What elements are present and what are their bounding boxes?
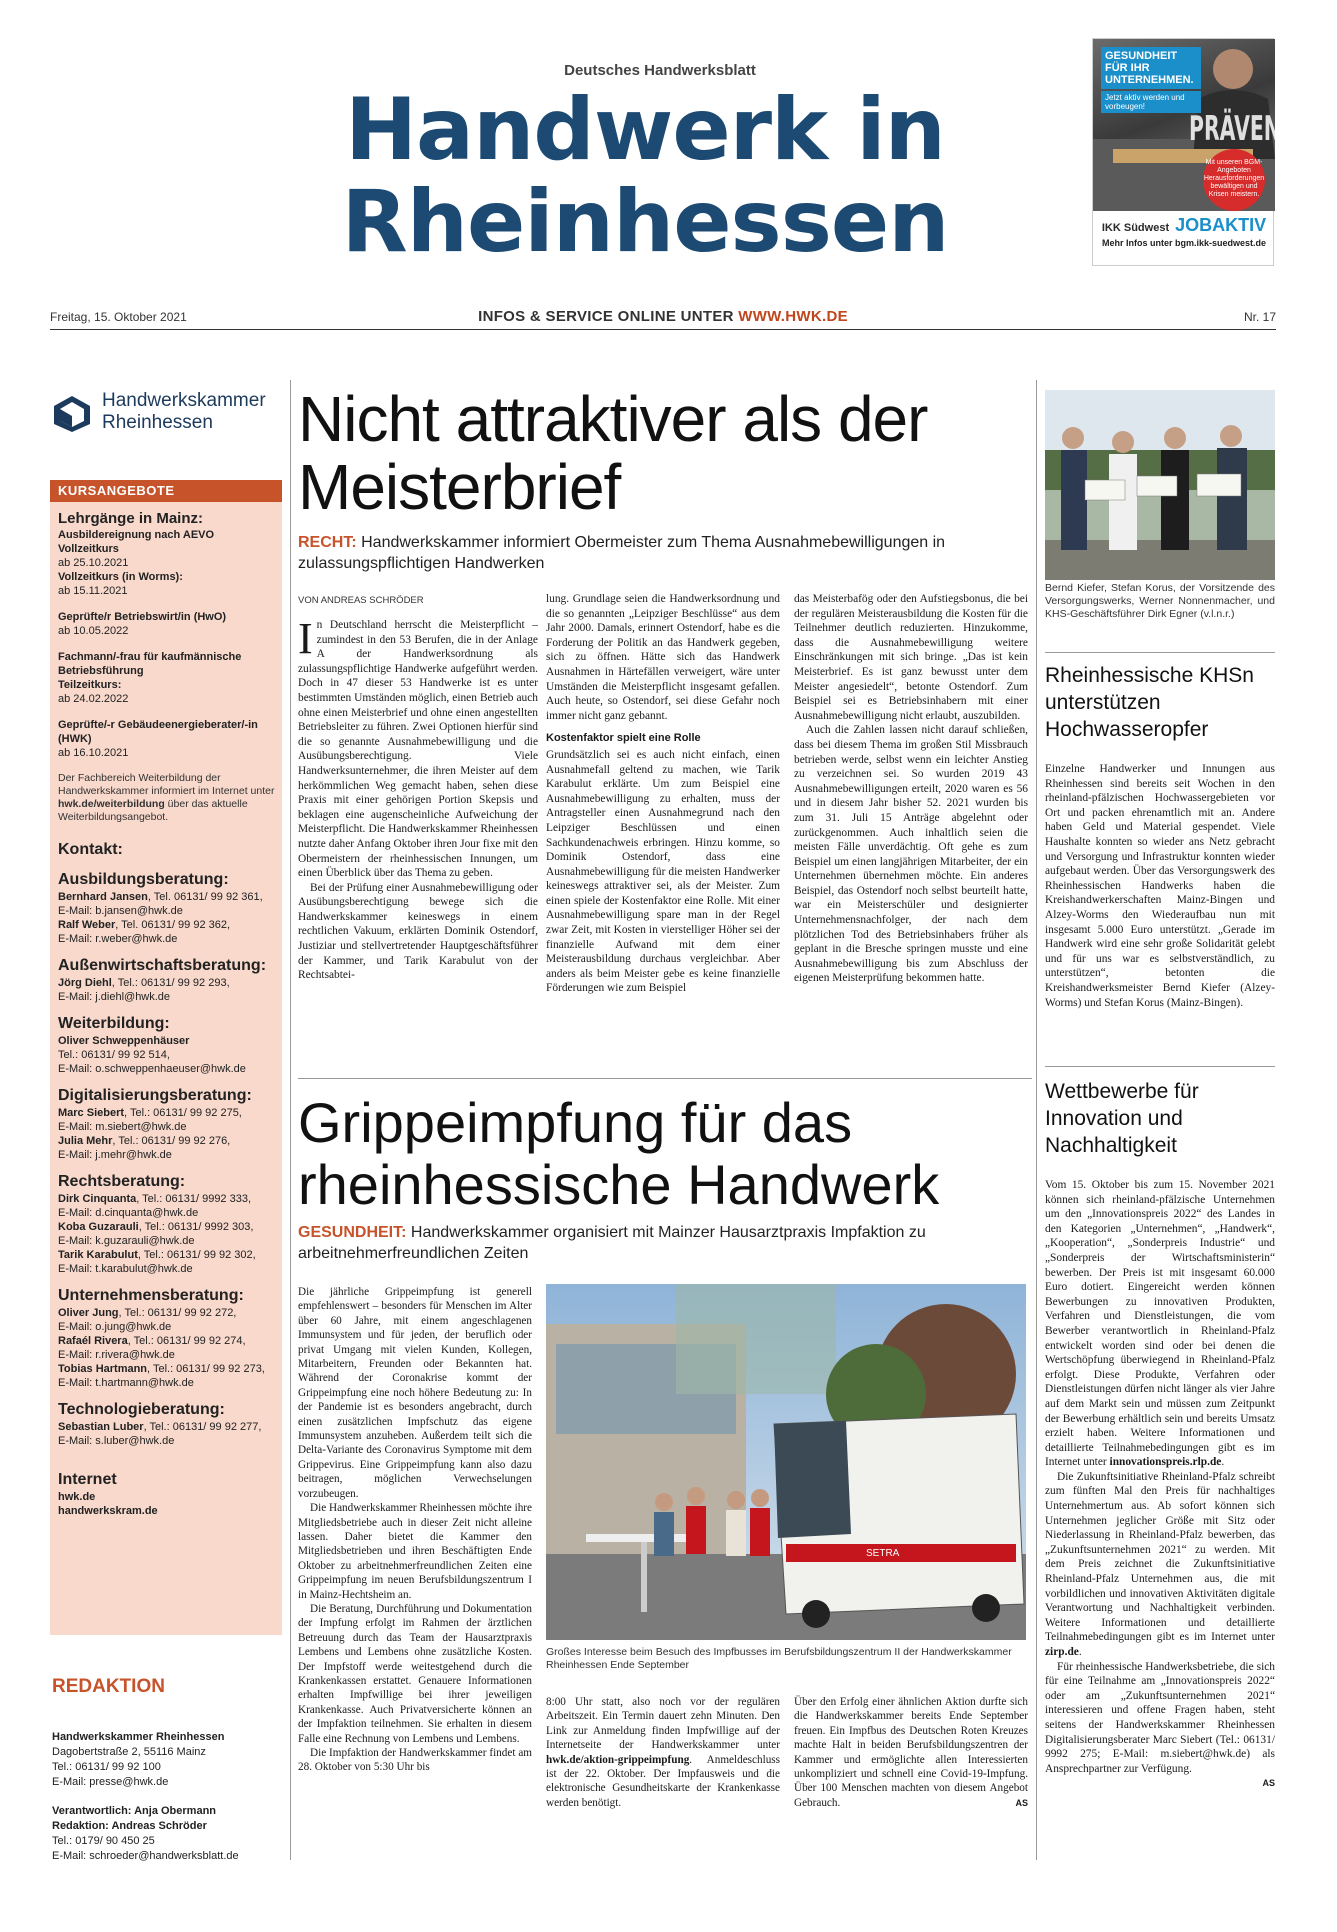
contact-name: Koba Guzarauli xyxy=(58,1221,139,1233)
course-box-header: KURSANGEBOTE xyxy=(50,480,282,502)
article2-paragraph: . Anmeldeschluss ist der 22. Oktober. Der Impfausweis und die elektronische Gesundheitskarte der Krankenkasse werden benötigt. xyxy=(546,1753,780,1809)
contact-email[interactable]: E-Mail: r.weber@hwk.de xyxy=(58,933,178,945)
masthead-subtitle: Deutsches Handwerksblatt xyxy=(564,62,756,79)
contact-email[interactable]: E-Mail: b.jansen@hwk.de xyxy=(58,905,183,917)
right1-paragraph: Einzelne Handwerker und Innungen aus Rheinhessen sind bereits seit Wochen in den rheinland-pfälzischen Hochwassergebieten vor Ort und packen ehrenamtlich mit an. Andere haben Geld und Material gespendet. Viele Haushalte konnten so wieder ans Netz gebracht und Versorgung und Infrastruktur konnten wieder aufgebaut werden. Über das Versorgungswerk des Rheinhessischen Handwerks haben die Kreishandwerkerschaften Mainz-Bingen und Alzey-Worms den Wiederaufbau nun mit insgesamt 5.000 Euro unterstützt. „Gerade im Handwerk wird eine sehr große Solidarität gelebt und für uns war es selbstverständlich, zu unterstützen“, betonten die Kreishandwerksmeister Bernd Kiefer (Alzey-Worms) und Stefan Korus (Mainz-Bingen). xyxy=(1045,763,1275,1009)
contact-phone: , Tel.: 06131/ 9992 333, xyxy=(136,1193,252,1205)
contact-email[interactable]: E-Mail: j.diehl@hwk.de xyxy=(58,991,171,1003)
right2-headline: Wettbewerbe für Innovation und Nachhaltigkeit xyxy=(1045,1080,1199,1157)
bus-photo-caption: Großes Interesse beim Besuch des Impfbusses im Berufsbildungszentrum II der Handwerkskammer Rheinhessen Ende September xyxy=(546,1646,1012,1671)
article1-paragraph: n Deutschland herrscht die Meisterpflicht – zumindest in den 53 Berufen, die in der Anlage A der Handwerksordnung als zulassungspflichtige Handwerke aufgeführt werden. Doch in 47 dieser 53 Handwerke ist es unter bestimmten Umständen möglich, einen Betrieb auch ohne einen Meisterbrief und ohne einen angestellten Betriebsleiter zu führen. Zwei Optionen hierfür sind die so genannte Ausnahmebewilligung und die Ausübungsberechtigung. Viele Handwerksunternehmer, die ihren Meister auf dem herkömmlichen Weg gemacht haben, sehen diese Praxis mit einer gehörigen Portion Skepsis und beklagen eine augenscheinliche Aufweichung der Meisterpflicht. Die Handwerkskammer Rheinhessen nutzte daher Anfang Oktober ihren Jour fixe mit den Obermeistern der rheinhessischen Innungen, um einen Überblick über das Thema zu geben. xyxy=(298,619,538,880)
ad-logo-left: IKK Südwest xyxy=(1101,222,1170,234)
redaktion-line: Redaktion: Andreas Schröder xyxy=(52,1820,207,1832)
internet-head: Internet xyxy=(58,1471,117,1488)
contact-section-head: Digitalisierungsberatung: xyxy=(58,1087,252,1104)
contact-email[interactable]: E-Mail: o.jung@hwk.de xyxy=(58,1321,172,1333)
contact-email[interactable]: E-Mail: r.rivera@hwk.de xyxy=(58,1349,175,1361)
contact-section-head: Unternehmensberatung: xyxy=(58,1287,244,1304)
internet-link[interactable]: handwerkskram.de xyxy=(58,1505,158,1517)
article1-kicker: RECHT: xyxy=(298,534,357,551)
zirp-link[interactable]: zirp.de xyxy=(1045,1646,1079,1658)
right2-paragraph: Für rheinhessische Handwerksbetriebe, die sich für eine Teilnahme am „Innovationspreis 2022“ oder am „Zukunftsunternehmen 2021“ interessieren und offene Fragen haben, steht seitens der Handwerkskammer Rheinhessen Digitalisierungsberater Marc Siebert (Tel.: 06131/ 9992 275; E-Mail: m.siebert@hwk.de) als Ansprechpartner zur Verfügung. xyxy=(1045,1660,1275,1775)
contact-phone: , Tel. 06131/ 99 92 361, xyxy=(147,891,263,903)
ad-badge: Mit unseren BGM-Angeboten Herausforderungen bewältigen und Krisen meistern. xyxy=(1203,149,1265,211)
team-photo xyxy=(1045,390,1275,580)
contact-name: Tarik Karabulut xyxy=(58,1249,138,1261)
course-date: ab 10.05.2022 xyxy=(58,625,129,637)
redaktion-line[interactable]: E-Mail: schroeder@handwerksblatt.de xyxy=(52,1850,239,1862)
grippeimpfung-link[interactable]: hwk.de/aktion-grippeimpfung xyxy=(546,1753,690,1766)
contact-name: Marc Siebert xyxy=(58,1107,125,1119)
contact-section-head: Rechtsberatung: xyxy=(58,1173,186,1190)
article2-paragraph: Über den Erfolg einer ähnlichen Aktion durfte sich die Handwerkskammer bereits Ende September freuen. Ein Impfbus des Deutschen Roten Kreuzes machte Halt in beiden Berufsbildungszentren der Kammer und ermöglichte allen Interessierten unkompliziert und schnell eine Covid-19-Impfung. Über 100 Menschen machten von diesem Angebot Gebrauch. xyxy=(794,1696,1028,1809)
contact-phone: Tel.: 06131/ 99 92 514, xyxy=(58,1049,170,1061)
team-photo-caption: Bernd Kiefer, Stefan Korus, der Vorsitzende des Versorgungswerks, Werner Nonnenmacher, und KHS-Geschäftsführer Dirk Egner (v.l.n.r.) xyxy=(1045,582,1275,620)
contact-email[interactable]: E-Mail: k.guzarauli@hwk.de xyxy=(58,1235,195,1247)
article2-column-1 xyxy=(298,1285,532,1775)
article-divider xyxy=(1045,652,1275,653)
article2-column-3 xyxy=(794,1695,1028,1810)
article2-dek-text: Handwerkskammer organisiert mit Mainzer Hausarztpraxis Impfaktion zu arbeitnehmerfreundlichen Zeiten xyxy=(298,1224,926,1262)
article1-dek xyxy=(298,532,1038,574)
article-divider xyxy=(298,1078,1032,1079)
contact-section-head: Außenwirtschaftsberatung: xyxy=(58,957,267,974)
course-item: Geprüfte/r Betriebswirt/in (HwO) xyxy=(58,611,227,623)
course-date: ab 24.02.2022 xyxy=(58,693,129,705)
dateline-prefix: INFOS & SERVICE ONLINE UNTER xyxy=(478,308,739,325)
course-item: Teilzeitkurs: xyxy=(58,679,122,691)
article2-paragraph: 8:00 Uhr statt, also noch vor der regulären Arbeitszeit. Ein Termin dauert zehn Minuten. Den Link zur Anmeldung finden Impfwillige auf der Internetseite der Handwerkskammer unter xyxy=(546,1696,780,1752)
article1-byline: VON ANDREAS SCHRÖDER xyxy=(298,595,424,606)
contact-name: Oliver Schweppenhäuser xyxy=(58,1035,190,1047)
masthead-title-line2: Rheinhessen xyxy=(341,172,949,272)
contact-name: Rafaél Rivera xyxy=(58,1335,128,1347)
course-note-text: über das aktuelle Weiterbildungsangebot. xyxy=(58,798,248,823)
contact-phone: , Tel.: 06131/ 99 92 275, xyxy=(124,1107,242,1119)
contact-section-head: Ausbildungsberatung: xyxy=(58,871,229,888)
contact-phone: , Tel.: 06131/ 99 92 302, xyxy=(137,1249,256,1261)
contact-email[interactable]: E-Mail: o.schweppenhaeuser@hwk.de xyxy=(58,1063,246,1075)
contact-email[interactable]: E-Mail: t.hartmann@hwk.de xyxy=(58,1377,194,1389)
redaktion-body xyxy=(52,1730,292,1864)
internet-link[interactable]: hwk.de xyxy=(58,1491,96,1503)
article2-paragraph: Die jährliche Grippeimpfung ist generell empfehlenswert – besonders für Menschen im Alter über 60 Jahre, mit einem angeschlagenen Immunsystem und für jeden, der beruflich oder privat Umgang mit vielen Kunden, Kollegen, Mitarbeitern, Freunden oder Bekannten hat. Während der Coronakrise kommt der Grippeimpfung eine noch höhere Bedeutung zu: In der Pandemie ist es besonders angebracht, durch einen zusätzlichen Impfschutz das eigene Immunsystem anzuheben. Außerdem teilt sich die Delta-Variante des Coronavirus Symptome mit dem Grippevirus. Eine Grippeimpfung kann also dazu beitragen, möglichen Verwechselungen vorzubeugen. xyxy=(298,1286,532,1500)
course-item: Vollzeitkurs xyxy=(58,543,119,555)
contact-email[interactable]: E-Mail: t.karabulut@hwk.de xyxy=(58,1263,193,1275)
contact-name: Oliver Jung xyxy=(58,1307,119,1319)
contact-phone: , Tel.: 06131/ 99 92 272, xyxy=(118,1307,237,1319)
course-item: Geprüfte/-r Gebäudeenergieberater/-in (HWK) xyxy=(58,719,258,745)
contact-email[interactable]: E-Mail: j.mehr@hwk.de xyxy=(58,1149,172,1161)
advertisement[interactable] xyxy=(1092,38,1337,266)
course-note-text: Der Fachbereich Weiterbildung der Handwerkskammer informiert im Internet unter xyxy=(58,772,275,797)
ad-headline: GESUNDHEIT FÜR IHR UNTERNEHMEN. xyxy=(1101,47,1201,89)
article1-headline: Nicht attraktiver als der Meisterbrief xyxy=(298,383,928,523)
article1-paragraph: Grundsätzlich sei es auch nicht einfach, einen Ausnahmefall geltend zu machen, wie Tarik Karabulut erklärte. Um zum Beispiel eine Ausnahmebewilligung zu erhalten, muss der Antragsteller einen Ausnahmegrund nach den Leipziger Beschlüssen und einen Sachkundenachweis erbringen. Hinzu komme, so Dominik Ostendorf, dass eine Ausnahmebewilligung für die meisten Handwerker keineswegs attraktiver sei, als der Meister. Zum einen spiele der Kostenfaktor eine Rolle. Mit einer Ausnahmebewilligung spare man in der Regel zwar Zeit, mit Kosten in vierstelliger Höher sei der finanzielle Aufwand mit dem einer Meisterausbildung durchaus vergleichbar. Aber anders als beim Meister gebe es keine finanzielle Förderungen wie zum Beispiel xyxy=(546,748,780,995)
redaktion-line[interactable]: E-Mail: presse@hwk.de xyxy=(52,1776,169,1788)
contact-name: Bernhard Jansen xyxy=(58,891,148,903)
author-signature: AS xyxy=(1015,1797,1028,1808)
innovationspreis-link[interactable]: innovationspreis.rlp.de xyxy=(1109,1456,1222,1469)
contact-name: Tobias Hartmann xyxy=(58,1363,148,1375)
article1-column-1 xyxy=(298,614,538,983)
article1-dek-text: Handwerkskammer informiert Obermeister zum Thema Ausnahmebewilligungen in zulassungspflichtigen Handwerken xyxy=(298,534,946,572)
contact-phone: , Tel.: 06131/ 99 92 293, xyxy=(111,977,230,989)
ad-logo-url: Mehr Infos unter bgm.ikk-suedwest.de xyxy=(1101,238,1267,248)
ad-logo xyxy=(1093,215,1275,248)
right2-paragraph: Die Zukunftsinitiative Rheinland-Pfalz schreibt zum fünften Mal den Preis für nachhaltiges Unternehmertum aus. Ab sofort können sich Unternehmen jeglicher Größe mit Sitz oder Niederlassung in Rheinland-Pfalz bewerben, das „Zukunftsunternehmen 2021“ zu werden. Mit dem Preis zeichnet die Zukunftsinitiative Rheinland-Pfalz Unternehmen aus, die mit vorbildlichen und innovativen Aktivitäten digitale Verantwortung und Nachhaltigkeit verbinden. Weitere Informationen und detaillierte Teilnahmebedingungen gibt es im Internet unter xyxy=(1045,1470,1275,1644)
contact-name: Ralf Weber xyxy=(58,919,116,931)
team-illustration xyxy=(1045,390,1275,580)
course-date: ab 16.10.2021 xyxy=(58,747,129,759)
article1-column-3 xyxy=(794,592,1028,986)
redaktion-head: REDAKTION xyxy=(52,1676,165,1697)
article1-column-2 xyxy=(546,592,780,996)
article1-paragraph: lung. Grundlage seien die Handwerksordnung und die so genannten „Leipziger Beschlüsse“ aus dem Jahr 2000. Damals, erinnert Ostendorf, habe es die Forderung der Politik an das Handwerk gegeben, sich zu öffnen. Hätte sich das Handwerk Ausnahmen in Härtefällen verweigert, wäre unter Umständen die Meisterpflicht insgesamt gefallen. Auch heute, so Ostendorf, sei diese Gefahr noch immer nicht ganz gebannt. xyxy=(546,593,780,722)
redaktion-line: Dagobertstraße 2, 55116 Mainz xyxy=(52,1746,206,1758)
contact-section-head: Weiterbildung: xyxy=(58,1015,170,1032)
right1-body xyxy=(1045,762,1275,1010)
article1-paragraph: Auch die Zahlen lassen nicht darauf schließen, dass bei diesem Thema im großen Stil Missbrauch betrieben werde, selbst wenn ein leichter Anstieg zu verzeichnen sei. So wurden 2019 43 Ausnahmebewilligungen erteilt, 2020 waren es 56 und in diesem Jahr bisher 52. 2021 wurden bis zum 31. Juli 15 Anträge abgelehnt oder zurückgenommen. Auch inhaltlich seien die meisten Fälle unverdächtig. Oft gehe es zum Beispiel um einen langjährigen Mitarbeiter, der ein Unternehmen übernehmen möchte. Ein anderes Beispiel, das Ostendorf noch selbst beurteilt hatte, war ein Meisterschüler und designierter Unternehmensnachfolger, der nach dem plötzlichen Tod des Betriebsinhabers früher als geplant in die Bresche springen musste und eine Ausnahmebewilligung bis zum Abschluss der eigenen Meisterprüfung bekommen hatte. xyxy=(794,724,1028,985)
issue-number: Nr. 17 xyxy=(1243,310,1276,324)
contact-phone: , Tel.: 06131/ 99 92 276, xyxy=(112,1135,231,1147)
course-note xyxy=(58,772,278,824)
contact-name: Dirk Cinquanta xyxy=(58,1193,137,1205)
hwk-name-line1: Handwerkskammer xyxy=(102,390,266,411)
column-divider xyxy=(290,380,291,1860)
course-item: Vollzeitkurs (in Worms): xyxy=(58,571,183,583)
course-item: Fachmann/-frau für kaufmännische Betriebsführung xyxy=(58,651,242,677)
contact-phone: , Tel.: 06131/ 99 92 273, xyxy=(147,1363,265,1375)
course-item: Ausbildereignung nach AEVO xyxy=(58,529,215,541)
dateline-url[interactable]: WWW.HWK.DE xyxy=(738,308,848,325)
hwk-name-line2: Rheinhessen xyxy=(102,412,213,433)
redaktion-line: Handwerkskammer Rheinhessen xyxy=(52,1731,225,1743)
right1-headline: Rheinhessische KHSn unterstützen Hochwasseropfer xyxy=(1045,664,1254,741)
article2-kicker: GESUNDHEIT: xyxy=(298,1224,407,1241)
hwk-logo-icon xyxy=(52,394,92,434)
redaktion-line: Verantwortlich: Anja Obermann xyxy=(52,1805,217,1817)
article2-paragraph: Die Impfaktion der Handwerkskammer findet am 28. Oktober von 5:30 Uhr bis xyxy=(298,1747,532,1774)
contact-email[interactable]: E-Mail: s.luber@hwk.de xyxy=(58,1435,175,1447)
impfbus-illustration xyxy=(546,1284,1026,1640)
contact-email[interactable]: E-Mail: m.siebert@hwk.de xyxy=(58,1121,187,1133)
article2-paragraph: Die Beratung, Durchführung und Dokumentation der Impfung erfolgt im Rahmen der ärztlichen Betreuung durch das Team der Hausarztpraxis Lembens und Lembens ohne zusätzliche Kosten. Der Impfstoff werde weitestgehend durch die Krankenkassen erstattet. Genauere Informationen erhalten Impfwillige bei ihrer jeweiligen Krankenkasse. Auch Privatversicherte können an der Impfaktion teilnehmen. Sie erhalten in diesem Falle eine Rechnung von Lembens und Lembens. xyxy=(298,1602,532,1745)
contact-email[interactable]: E-Mail: d.cinquanta@hwk.de xyxy=(58,1207,199,1219)
ad-big-word: PRÄVENTION xyxy=(1189,109,1337,149)
contact-phone: , Tel.: 06131/ 99 92 277, xyxy=(143,1421,262,1433)
article2-dek xyxy=(298,1222,1038,1264)
course-date: ab 25.10.2021 xyxy=(58,557,129,569)
dropcap: I xyxy=(298,614,313,663)
bus-brand: SETRA xyxy=(866,1548,900,1559)
course-note-link[interactable]: hwk.de/weiterbildung xyxy=(58,798,165,810)
masthead-title-line1: Handwerk in xyxy=(345,80,945,180)
contact-phone: , Tel. 06131/ 99 92 362, xyxy=(115,919,231,931)
contact-phone: , Tel.: 06131/ 9992 303, xyxy=(138,1221,254,1233)
article-divider xyxy=(1045,1066,1275,1067)
dateline xyxy=(50,308,1276,330)
article2-column-2 xyxy=(546,1695,780,1810)
author-signature: AS xyxy=(1262,1778,1275,1789)
article1-subhead: Kostenfaktor spielt eine Rolle xyxy=(546,732,701,745)
lehrgaenge-head: Lehrgänge in Mainz: xyxy=(58,510,204,527)
redaktion-line: Tel.: 06131/ 99 92 100 xyxy=(52,1761,161,1773)
article1-paragraph: Bei der Prüfung einer Ausnahmebewilligung oder Ausübungsberechtigung bewege sich die Handwerkskammer keineswegs in einem rechtlichen Vakuum, erklärten Dominik Ostendorf, Justiziar und stellvertretender Hauptgeschäftsführer der Kammer, und Tarik Karabulut von der Rechtsabtei- xyxy=(298,881,538,982)
course-box xyxy=(50,480,282,1635)
course-box-body xyxy=(58,510,278,1518)
contact-section-head: Technologieberatung: xyxy=(58,1401,225,1418)
bus-photo xyxy=(546,1284,1026,1640)
redaktion-line: Tel.: 0179/ 90 450 25 xyxy=(52,1835,155,1847)
contact-name: Sebastian Luber xyxy=(58,1421,144,1433)
contact-phone: , Tel.: 06131/ 99 92 274, xyxy=(127,1335,246,1347)
hwk-name xyxy=(102,390,266,434)
article1-paragraph: das Meisterbafög oder den Aufstiegsbonus, die bei der regulären Meisterausbildung die Kosten für die Teilnehmer deutlich reduzierten. Hinzukomme, dass die Ausnahmebewilligung weitere Einschränkungen mit sich bringe. „Das ist kein Meisterbrief. Es ist ganz bewusst unter dem Meister angesiedelt“, betonte Ostendorf. Zum Beispiel sei es Betriebsinhabern mit einer Ausnahmebewilligung nicht erlaubt, auszubilden. xyxy=(794,593,1028,722)
contact-name: Julia Mehr xyxy=(58,1135,113,1147)
right2-paragraph: Vom 15. Oktober bis zum 15. November 2021 können sich rheinland-pfälzische Unternehmen um den „Innovationspreis 2022“ des Landes in den Kategorien „Unternehmen“, „Handwerk“, „Kooperation“, „Sonderpreis Industrie“ und „Sonderpreis der Wirtschaftsministerin“ bewerben. Der Preis ist mit insgesamt 60.000 Euro dotiert. Eingereicht werden können Bewerbungen zu innovativen Produkten, Verfahren und Dienstleistungen, die vom Bewerber verantwortlich in Rheinland-Pfalz entwickelt worden sind oder bei denen die Wertschöpfung überwiegend in Rheinland-Pfalz erfolgt. Diese Produkte, Verfahren oder Dienstleistungen dürfen nicht länger als vier Jahre auf dem Markt sein und müssen zum Zeitpunkt der Bewerbung erhältlich sein und bereits Umsatz erzielt haben. Weitere Informationen und detaillierte Teilnahmebedingungen gibt es im Internet unter xyxy=(1045,1179,1275,1469)
ad-logo-brand: JOBAKTIV xyxy=(1175,215,1267,235)
hwk-logo xyxy=(52,390,282,440)
ad-subline: Jetzt aktiv werden und vorbeugen! xyxy=(1101,91,1201,113)
dateline-center xyxy=(50,308,1276,325)
kontakt-head: Kontakt: xyxy=(58,841,123,858)
issue-date: Freitag, 15. Oktober 2021 xyxy=(50,310,187,324)
contact-name: Jörg Diehl xyxy=(58,977,112,989)
right2-body: Vom 15. Oktober bis zum 15. November 2021 können sich rheinland-pfälzische Unternehmen um den „Innovationspreis 2022“ des Landes in den Kategorien „Unternehmen“, „Handwerk“, „Kooperation“, „Sonderpreis Industrie“ und „Sonderpreis der Wirtschaftsministerin“ bewerben. Der Preis ist mit insgesamt 60.000 Euro dotiert. Eingereicht werden können Bewerbungen zu innovativen Produkten, Verfahren und Dienstleistungen, die vom Bewerber verantwortlich in Rheinland-Pfalz entwickelt worden sind oder bei denen die Wertschöpfung überwiegend in Rheinland-Pfalz erfolgt. Diese Produkte, Verfahren oder Dienstleistungen dürfen nicht länger als vier Jahre auf dem Markt sein und müssen zum Zeitpunkt der Bewerbung erhältlich sein und bereits Umsatz erzielt haben. Weitere Informationen und detaillierte Teilnahmebedingungen gibt es im Internet unter innovationspreis.rlp.de. Die Zukunftsinitiative Rheinland-Pfalz schreibt zum fünften Mal den Preis für nachhaltiges Unternehmertum aus. Ab sofort können sich Unternehmen jeglicher Größe mit Sitz oder Niederlassung in Rheinland-Pfalz bewerben, das „Zukunftsunternehmen 2021“ zu werden. Mit dem Preis zeichnet die Zukunftsinitiative Rheinland-Pfalz Unternehmen aus, die mit vorbildlichen und innovativen Aktivitäten digitale Verantwortung und Nachhaltigkeit verbinden. Weitere Informationen und detaillierte Teilnahmebedingungen gibt es im Internet unter zirp.de. Für rheinhessische Handwerksbetriebe, die sich für eine Teilnahme am „Innovationspreis 2022“ oder am „Zukunftsunternehmen 2021“ interessieren und offene Fragen haben, steht seitens der Handwerkskammer Rheinhessen Digitalisierungsberater Marc Siebert (Tel.: 06131/ 9992 275; E-Mail: m.siebert@hwk.de) als Ansprechpartner zur Verfügung. AS xyxy=(1045,1179,1275,1789)
article2-paragraph: Die Handwerkskammer Rheinhessen möchte ihre Mitgliedsbetriebe auch in dieser Zeit nicht alleine lassen. Daher bietet die Kammer den Mitgliedsbetrieben und ihren Beschäftigten Ende Oktober zu arbeitnehmerfreundlichen Zeiten eine Grippeimpfung im neuen Berufsbildungszentrum I in Mainz-Hechtsheim an. xyxy=(298,1502,532,1601)
article2-headline: Grippeimpfung für das rheinhessische Handwerk xyxy=(298,1091,940,1216)
masthead-title xyxy=(300,80,990,272)
course-date: ab 15.11.2021 xyxy=(58,585,128,597)
